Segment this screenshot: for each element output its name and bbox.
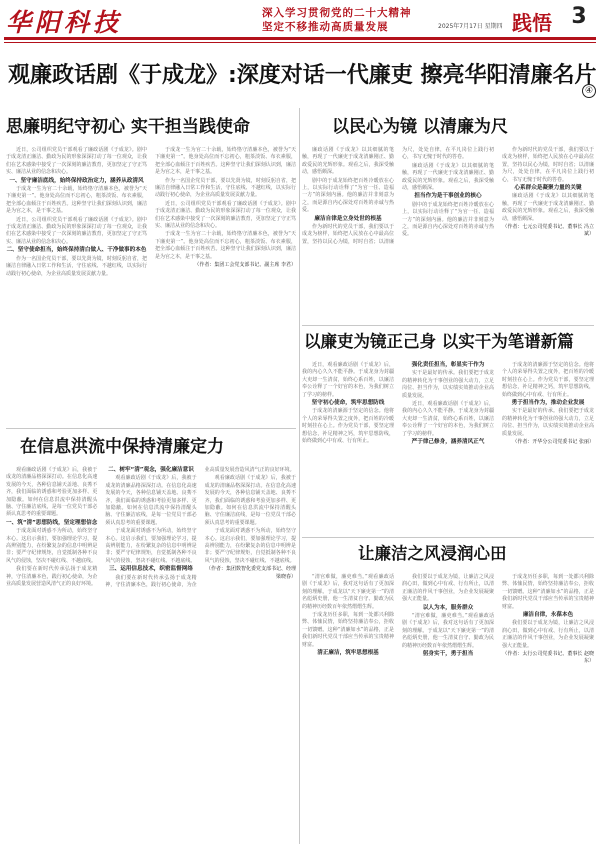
column-divider: [299, 108, 300, 844]
subhead: 勇于担当作为，推动企业发展: [511, 400, 585, 407]
paragraph: 于成龙面对诱惑不为所动，始终坚守本心。这启示我们，要加强理论学习，提高辨别能力，在纷繁复杂的信息中明辨是非；要严守纪律规矩，自觉抵制各种不良风气的侵蚀，坚决不碰红线、不越底线。: [6, 528, 98, 564]
paragraph: 剧中的于成龙始终把百姓冷暖放在心上，以实际行动诠释了“为官一任、造福一方”的深刻内涵。他的廉洁并非刻意为之，而是源自内心深处对百姓的赤诚与热爱。: [302, 177, 394, 214]
article-3: [302, 328, 594, 536]
slogan-line-2: 坚定不移推动高质量发展: [262, 21, 389, 33]
paragraph: 观看廉政话剧《于成龙》后，我被于成龙的清廉品格深深打动。在信息化高速发展的今天，各种信息铺天盖地、良莠不齐，我们面临的诱惑和考验更加多样、更加隐蔽。如何在信息洪流中保持清醒头脑、守住廉洁底线，是每一位党员干部必须认真思考的重要课题。: [105, 475, 197, 526]
paragraph: 近日，观看廉政话剧《于成龙》后，我的内心久久不能平静。于成龙身为封疆大吏却一生清贫，始终心系百姓，以廉洁奉公诠释了一个好官的本色，为我们树立了学习的榜样。: [302, 362, 394, 398]
subhead: 躬身实干，勇于担当: [422, 651, 474, 658]
paragraph: 于成龙面对诱惑不为所动，始终坚守本心。这启示我们，要加强理论学习，提高辨别能力，在纷繁复杂的信息中明辨是非；要严守纪律规矩，自觉抵制各种不良风气的侵蚀，坚决不碰红线、不越底线。: [204, 528, 296, 564]
article-divider: [302, 325, 594, 326]
paragraph: 近日，公司组织党员干部观看了廉政话剧《于成龙》。剧中于成龙清正廉洁、勤政为民的形象深深打动了每一位观众，让我们在艺术感染中接受了一次深刻的廉洁教育，更加坚定了守正笃实、廉洁从业的信念和决心。: [6, 216, 147, 245]
byline: （作者：集团工会党支部书记、副主席 李君）: [194, 262, 296, 269]
subhead: 三、运用信息技术，织密监督网络: [109, 566, 193, 573]
paragraph: 于成龙一生为官二十余载，始终恪守清廉本色，被誉为“天下廉吏第一”。他身处高位而不忘初心，粗茶淡饭、布衣素服，把全部心血倾注于百姓疾苦。这种坚守让我们深刻认识到，廉洁是为官之本，是干事之基。: [6, 186, 147, 215]
paragraph: 于成龙面对诱惑不为所动，始终坚守本心。这启示我们，要加强理论学习，提高辨别能力，在纷繁复杂的信息中明辨是非；要严守纪律规矩，自觉抵制各种不良风气的侵蚀，坚决不碰红线、不越底线。: [105, 528, 197, 564]
subhead: 廉洁自律，永葆本色: [522, 612, 574, 619]
paragraph: 近日，公司组织党员干部观看了廉政话剧《于成龙》。剧中于成龙清正廉洁、勤政为民的形象深深打动了每一位观众，让我们在艺术感染中接受了一次深刻的廉洁教育，更加坚定了守正笃实、廉洁从业的信念和决心。: [155, 200, 296, 230]
paragraph: 作为一名国企党员干部，要以先贤为镜，时刻反躬自省，把廉洁自律融入日常工作和生活，守住底线、不越红线，以实际行动践行初心使命，为企业高质量发展贡献力量。: [6, 255, 147, 277]
subhead: 担当作为是干事创业的核心: [414, 193, 482, 200]
paragraph: 实干是最好的传承。我们要把于成龙的精神转化为干事创业的强大动力，立足岗位、担当作为，以实绩实效推动企业高质量发展。: [502, 408, 594, 437]
paragraph: 于成龙历任多职，每到一处都兴利除弊、体恤民情，始终坚持廉洁奉公，拒收一切馈赠。这种“清廉如水”的品格，正是我们新时代党员干部应当传承的宝贵精神财富。: [302, 612, 394, 648]
byline: （作者：集团数智化委党支部书记、经理 梁晓春）: [205, 566, 296, 580]
paragraph: 作为新时代的党员干部，我们要以于成龙为榜样，始终把人民放在心中最高位置，坚持以民心为镜，时时自省；以清廉为尺，处处自律，在平凡岗位上践行初心，书写无愧于时代的答卷。: [502, 147, 594, 183]
paragraph: 我们要在新时代传承弘扬于成龙精神，守住清廉本色，践行初心使命，为企业高质量发展营造风清气正的良好环境。: [6, 566, 98, 588]
subhead: 心系群众是凝聚力量的关键: [514, 185, 582, 192]
paragraph: 我们要以于成龙为镜，让廉洁之风浸润心田，做到心中有戒、行有所止，以清正廉洁的作风干事创业，为企业发展凝聚强大正能量。: [402, 574, 494, 603]
paragraph: 廉政话剧《于成龙》以其细腻的笔触，再现了一代廉吏于成龙清廉刚正、勤政爱民的光辉形象。观看之后，我深受触动，感悟颇深。: [402, 162, 494, 192]
subhead: 二、树牢“清”观念，强化廉洁意识: [108, 467, 194, 473]
article-5: [302, 540, 594, 842]
article-body: [302, 362, 594, 447]
paragraph: 近日，观看廉政话剧《于成龙》后，我的内心久久不能平静。于成龙身为封疆大吏却一生清贫，始终心系百姓，以廉洁奉公诠释了一个好官的本色，为我们树立了学习的榜样。: [402, 401, 494, 437]
issue-date: 2025年7月17日 星期四: [438, 23, 503, 30]
paragraph: 作为新时代的党员干部，我们要以于成龙为榜样，始终把人民放在心中最高位置，坚持以民心为镜，时时自省；以清廉为尺，处处自律，在平凡岗位上践行初心，书写无愧于时代的答卷。: [302, 147, 494, 245]
paragraph: 近日，公司组织党员干部观看了廉政话剧《于成龙》。剧中于成龙清正廉洁、勤政为民的形象深深打动了每一位观众，让我们在艺术感染中接受了一次深刻的廉洁教育，更加坚定了守正笃实、廉洁从业的信念和决心。: [6, 147, 147, 176]
subhead: 廉洁自律是立身处世的根基: [314, 215, 382, 222]
paragraph: “清官难做，廉吏难当。”观看廉政话剧《于成龙》后，我对这句话有了更加深刻的理解。于成龙以“天下廉吏第一”的清名彪炳史册，他一生清贫自守、勤政为民的精神历经数百年依然熠熠生辉。: [402, 613, 494, 649]
article-body: [302, 574, 594, 666]
page-number: 3: [571, 4, 587, 29]
article-body: [6, 467, 296, 590]
paragraph: 于成龙的清廉源于坚定的信念。他将个人的荣辱得失置之度外，把百姓的冷暖时刻挂在心上。作为党员干部，要坚定理想信念，补足精神之钙，筑牢思想防线，始终做到心中有戒、行有所止。: [502, 362, 594, 398]
paragraph: 于成龙历任多职，每到一处都兴利除弊、体恤民情，始终坚持廉洁奉公，拒收一切馈赠。这种“清廉如水”的品格，正是我们新时代党员干部应当传承的宝贵精神财富。: [502, 574, 594, 610]
subhead: 坚守初心使命，筑牢思想防线: [311, 400, 385, 407]
subhead: 二、坚守使命担当，始终保持清白做人、干净做事的本色: [6, 247, 147, 254]
slogan-line-1: 深入学习贯彻党的二十大精神: [262, 7, 412, 19]
paragraph: 观看廉政话剧《于成龙》后，我被于成龙的清廉品格深深打动。在信息化高速发展的今天，各种信息铺天盖地、良莠不齐，我们面临的诱惑和考验更加多样、更加隐蔽。如何在信息洪流中保持清醒头脑、守住廉洁底线，是每一位党员干部必须认真思考的重要课题。: [6, 467, 98, 518]
byline: （作者：开华分公司党委书记 张丽）: [512, 439, 594, 446]
paragraph: 我们要以于成龙为镜，让廉洁之风浸润心田，做到心中有戒、行有所止，以清正廉洁的作风干事创业，为企业发展凝聚强大正能量。: [502, 620, 594, 649]
paragraph: 于成龙的清廉源于坚定的信念。他将个人的荣辱得失置之度外，把百姓的冷暖时刻挂在心上。作为党员干部，要坚定理想信念，补足精神之钙，筑牢思想防线，始终做到心中有戒、行有所止。: [302, 408, 394, 445]
newspaper-brand: 华阳科技: [6, 8, 123, 37]
byline: （作者：七元公司党委书记、董事长 冯立斌）: [502, 224, 594, 238]
paragraph: 剧中的于成龙始终把百姓冷暖放在心上，以实际行动诠释了“为官一任、造福一方”的深刻内涵。他的廉洁并非刻意为之，而是源自内心深处对百姓的赤诚与热爱。: [402, 201, 494, 238]
article-title: 以民心为镜 以清廉为尺: [332, 117, 508, 137]
byline: （作者：太行公司党委书记、董事长 赵晓东）: [502, 651, 594, 665]
section-name: 践悟: [512, 11, 552, 35]
article-1: [6, 112, 296, 424]
article-title: 思廉明纪守初心 实干担当践使命: [6, 117, 250, 137]
article-divider: [302, 537, 594, 538]
paragraph: 我们要在新时代传承弘扬于成龙精神，守住清廉本色，践行初心使命，为企业高质量发展营造风清气正的良好环境。: [105, 467, 295, 589]
page-headline: 观廉政话剧《于成龙》:深度对话一代廉吏 擦亮华阳清廉名片: [8, 63, 597, 88]
paragraph: 廉政话剧《于成龙》以其细腻的笔触，再现了一代廉吏于成龙清廉刚正、勤政爱民的光辉形象。观看之后，我深受触动，感悟颇深。: [502, 193, 594, 222]
subhead: 一、筑“清”思想防线，坚定理想信念: [6, 519, 98, 526]
series-number: ④: [582, 84, 596, 98]
subhead: 严于律己修身，涵养清风正气: [411, 439, 485, 446]
paragraph: 于成龙一生为官二十余载，始终恪守清廉本色，被誉为“天下廉吏第一”。他身处高位而不忘初心，粗茶淡饭、布衣素服，把全部心血倾注于百姓疾苦。这种坚守让我们深刻认识到，廉洁是为官之本，是干事之基。: [155, 147, 296, 176]
article-title: 在信息洪流中保持清廉定力: [20, 437, 224, 457]
paragraph: “清官难做，廉吏难当。”观看廉政话剧《于成龙》后，我对这句话有了更加深刻的理解。于成龙以“天下廉吏第一”的清名彪炳史册，他一生清贫自守、勤政为民的精神历经数百年依然熠熠生辉。: [302, 574, 394, 610]
article-title: 以廉吏为镜正己身 以实干为笔谱新篇: [304, 332, 574, 351]
slogan: [262, 6, 412, 34]
masthead: [0, 0, 600, 44]
subhead: 以人为本，服务群众: [422, 604, 474, 611]
paragraph: 观看廉政话剧《于成龙》后，我被于成龙的清廉品格深深打动。在信息化高速发展的今天，各种信息铺天盖地、良莠不齐，我们面临的诱惑和考验更加多样、更加隐蔽。如何在信息洪流中保持清醒头脑、守住廉洁底线，是每一位党员干部必须认真思考的重要课题。: [204, 475, 296, 526]
subhead: 清正廉洁，筑牢思想根基: [317, 650, 379, 657]
article-divider: [6, 428, 296, 429]
subhead: 强化责任担当，彰显实干作为: [411, 362, 485, 368]
article-title: 让廉洁之风浸润心田: [358, 544, 507, 563]
masthead-rule: [4, 37, 596, 40]
article-4: [6, 432, 296, 842]
paragraph: 实干是最好的传承。我们要把于成龙的精神转化为干事创业的强大动力，立足岗位、担当作为，以实绩实效推动企业高质量发展。: [402, 370, 494, 399]
subhead: 一、坚守廉洁底线，始终保持政治定力，涵养从政清风: [9, 177, 144, 184]
article-body: [302, 147, 594, 246]
article-body: [6, 147, 296, 278]
paragraph: 作为一名国企党员干部，要以先贤为镜，时刻反躬自省，把廉洁自律融入日常工作和生活，守住底线、不越红线，以实际行动践行初心使命，为企业高质量发展贡献力量。: [155, 177, 296, 199]
paragraph: 廉政话剧《于成龙》以其细腻的笔触，再现了一代廉吏于成龙清廉刚正、勤政爱民的光辉形象。观看之后，我深受触动，感悟颇深。: [302, 147, 394, 176]
paragraph: 于成龙一生为官二十余载，始终恪守清廉本色，被誉为“天下廉吏第一”。他身处高位而不忘初心，粗茶淡饭、布衣素服，把全部心血倾注于百姓疾苦。这种坚守让我们深刻认识到，廉洁是为官之本，是干事之基。: [155, 231, 296, 260]
masthead-rule-thin: [4, 42, 596, 43]
article-2: [302, 112, 594, 324]
